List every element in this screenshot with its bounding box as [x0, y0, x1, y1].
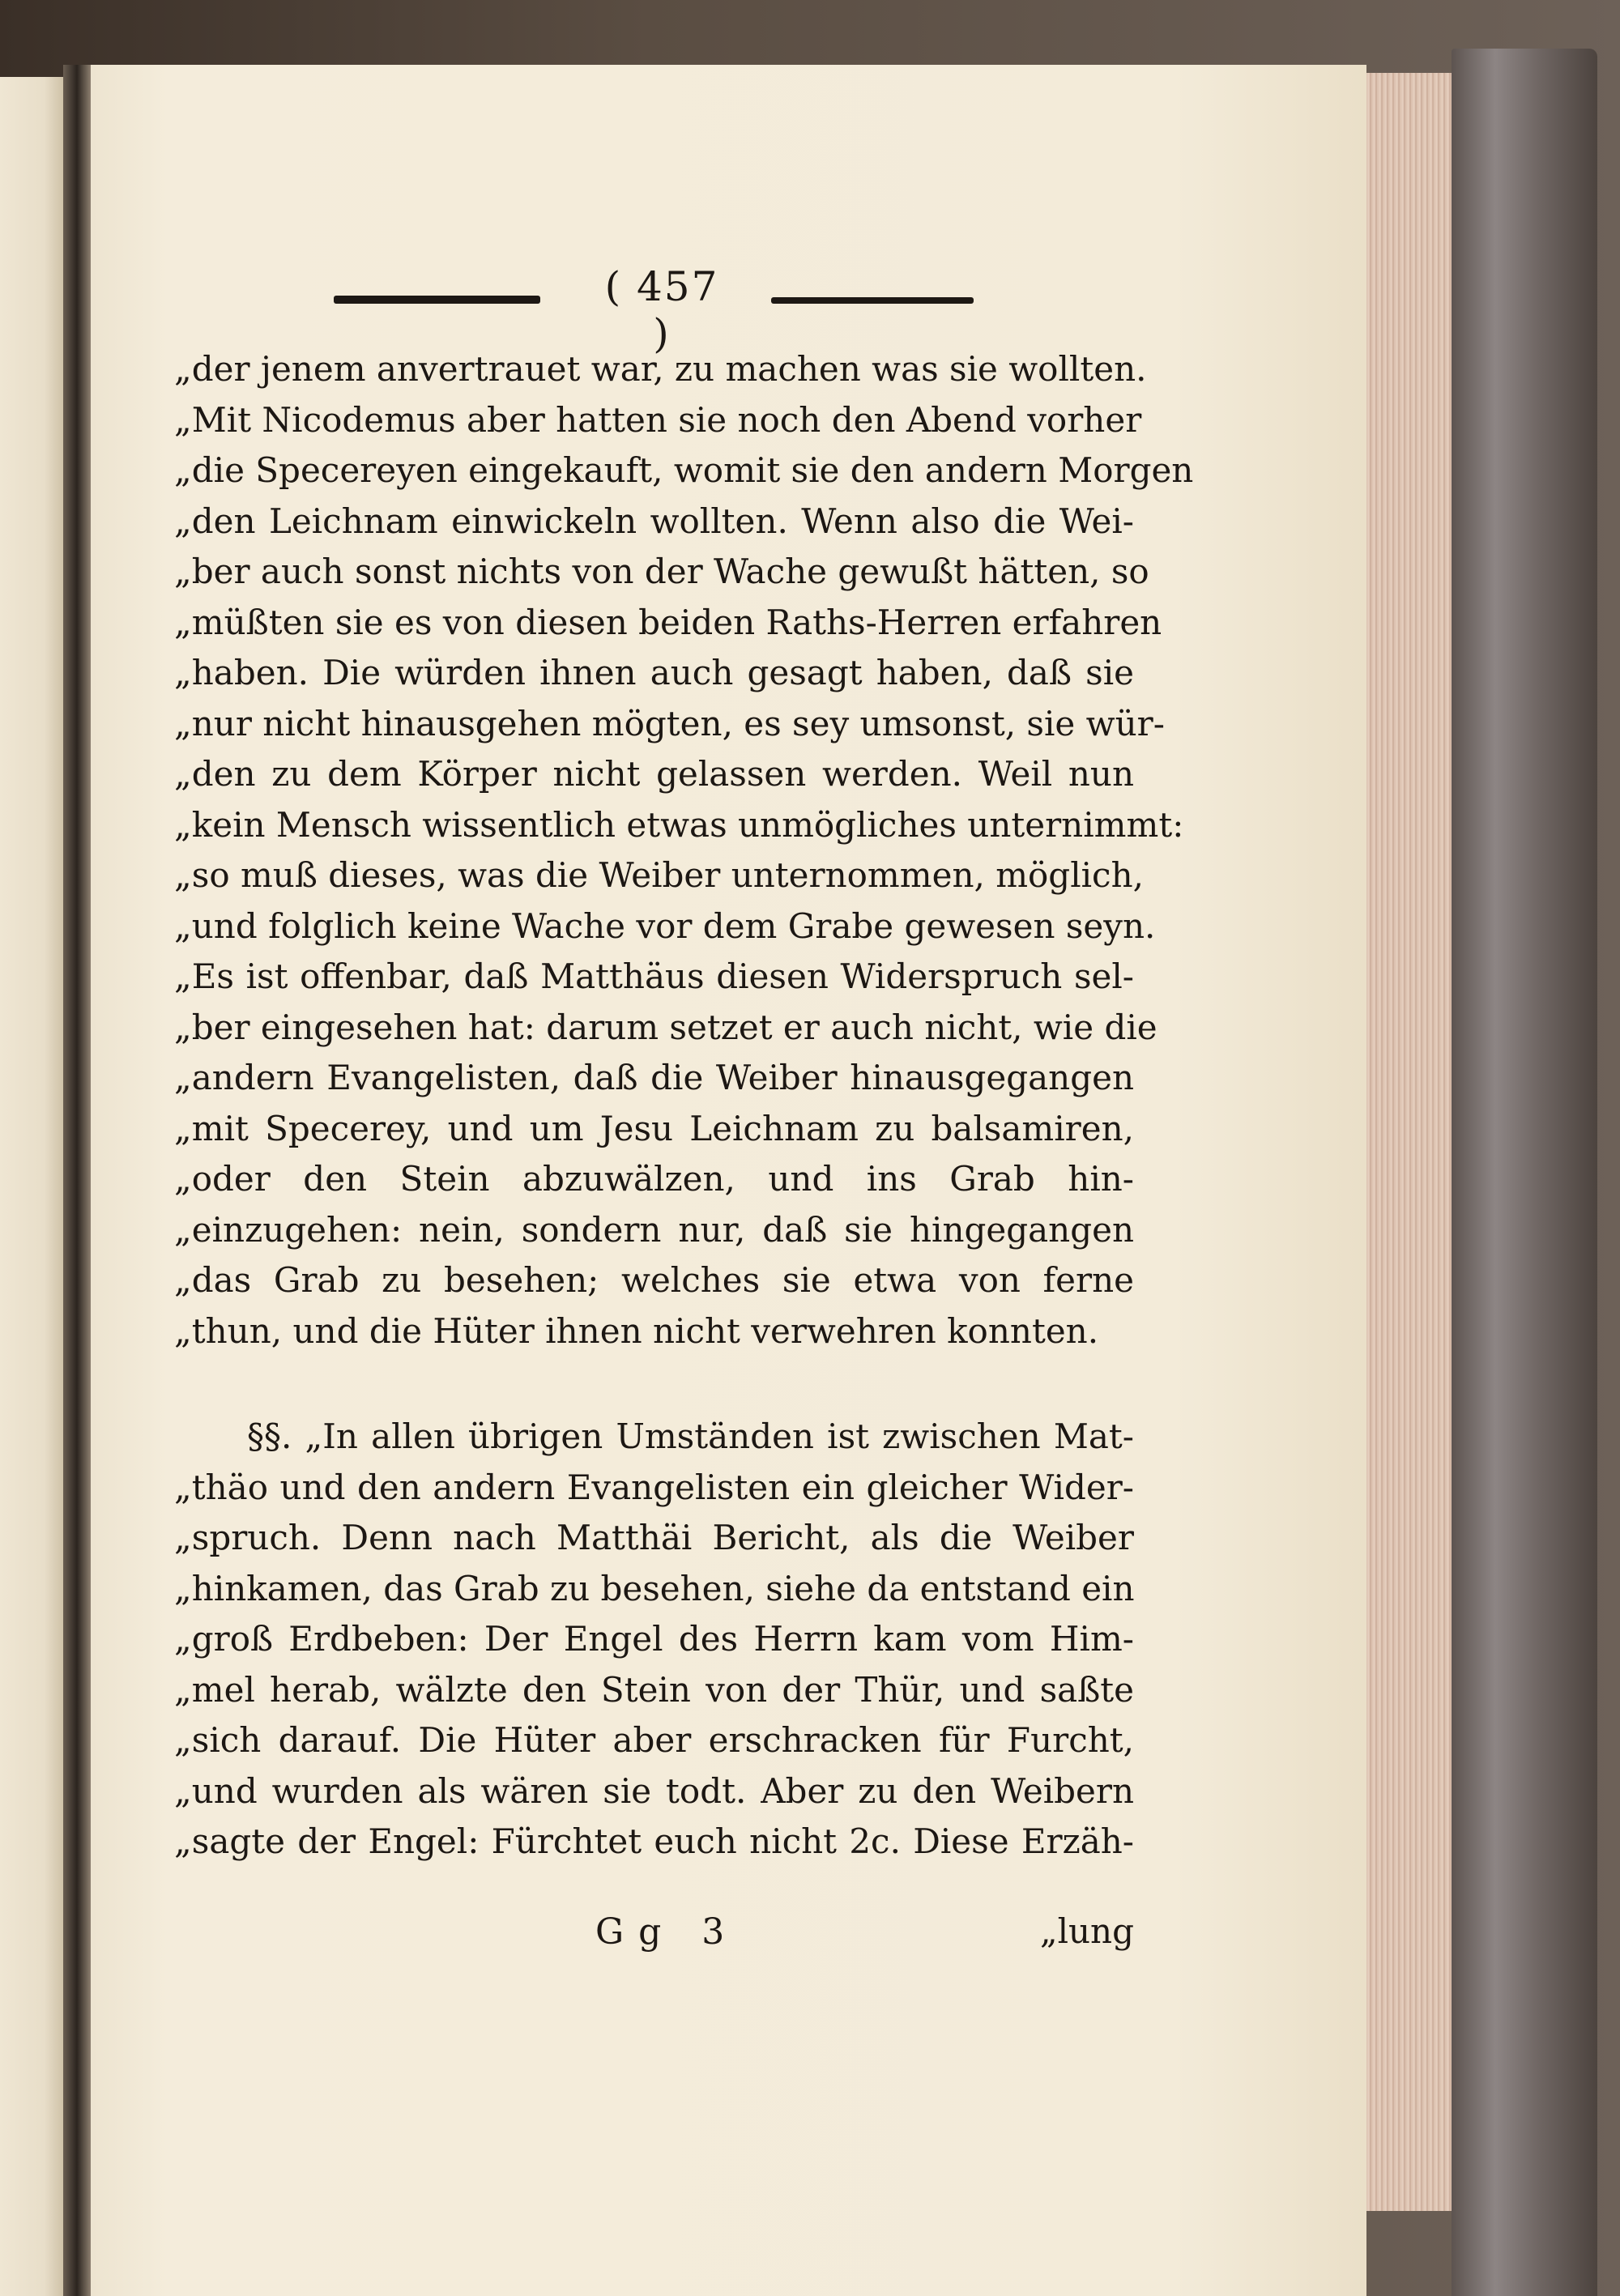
text-line: „groß Erdbeben: Der Engel des Herrn kam vom Him- [174, 1619, 1134, 1659]
page-header [91, 263, 1366, 357]
text-line: „haben. Die würden ihnen auch gesagt haben, daß sie [174, 653, 1134, 692]
text-line: „der jenem anvertrauet war, zu machen was sie wollten. [174, 349, 1147, 389]
book-cover-edge [1452, 49, 1597, 2296]
paragraph-1 [174, 344, 1194, 1357]
book-gutter [63, 65, 91, 2296]
text-line: „oder den Stein abzuwälzen, und ins Grab hin- [174, 1159, 1134, 1199]
page-number: ( 457 ) [604, 263, 719, 357]
text-line: „mel herab, wälzte den Stein von der Thür, und saßte [174, 1669, 1134, 1710]
text-line: „mit Specerey, und um Jesu Leichnam zu balsamiren, [174, 1108, 1134, 1148]
text-line: „und wurden als wären sie todt. Aber zu den Weibern [174, 1770, 1134, 1811]
signature-mark: Gg 3 [595, 1911, 740, 1953]
text-line: „andern Evangelisten, daß die Weiber hinausgegangen [174, 1058, 1134, 1097]
text-line: „thäo und den andern Evangelisten ein gleicher Wider- [174, 1467, 1134, 1507]
header-rule-left [334, 296, 540, 304]
text-line: „sich darauf. Die Hüter aber erschracken für Furcht, [174, 1720, 1134, 1760]
header-rule-right [771, 297, 974, 304]
text-line: „ber auch sonst nichts von der Wache gewußt hätten, so [174, 552, 1149, 591]
text-line: „den zu dem Körper nicht gelassen werden. Weil nun [174, 754, 1134, 794]
text-line: „Mit Nicodemus aber hatten sie noch den Abend vorher [174, 399, 1142, 440]
page-footer [174, 1911, 1134, 1968]
text-line: „spruch. Denn nach Matthäi Bericht, als die Weiber [174, 1518, 1134, 1557]
text-line: „hinkamen, das Grab zu besehen, siehe da entstand ein [174, 1568, 1135, 1608]
paragraph-2 [174, 1412, 1134, 1868]
paragraph-spacer [174, 1357, 1134, 1412]
text-line: „den Leichnam einwickeln wollten. Wenn also die Wei- [174, 501, 1134, 541]
text-line: „nur nicht hinausgehen mögten, es sey umsonst, sie wür- [174, 703, 1165, 743]
text-line: „so muß dieses, was die Weiber unternommen, möglich, [174, 855, 1144, 895]
text-line: „müßten sie es von diesen beiden Raths-Herren erfahren [174, 602, 1162, 642]
text-line: §§. „In allen übrigen Umständen ist zwischen Mat- [247, 1416, 1134, 1456]
text-line: „einzugehen: nein, sondern nur, daß sie hingegangen [174, 1209, 1134, 1250]
text-line: „thun, und die Hüter ihnen nicht verwehren konnten. [174, 1310, 1099, 1351]
facing-page-edge [0, 77, 63, 2296]
text-line: „das Grab zu besehen; welches sie etwa von ferne [174, 1260, 1134, 1300]
page-block-edges [1366, 73, 1452, 2211]
text-line: „Es ist offenbar, daß Matthäus diesen Widerspruch sel- [174, 956, 1134, 996]
text-line: „ber eingesehen hat: darum setzet er auch nicht, wie die [174, 1007, 1157, 1047]
text-line: „sagte der Engel: Fürchtet euch nicht 2c. Diese Erzäh- [174, 1821, 1134, 1861]
text-line: „und folglich keine Wache vor dem Grabe gewesen seyn. [174, 905, 1156, 946]
catchword: „lung [1039, 1911, 1134, 1951]
text-line: „die Specereyen eingekauft, womit sie den andern Morgen [174, 450, 1194, 490]
body-text [174, 344, 1194, 1868]
text-line: „kein Mensch wissentlich etwas unmögliches unternimmt: [174, 804, 1184, 845]
